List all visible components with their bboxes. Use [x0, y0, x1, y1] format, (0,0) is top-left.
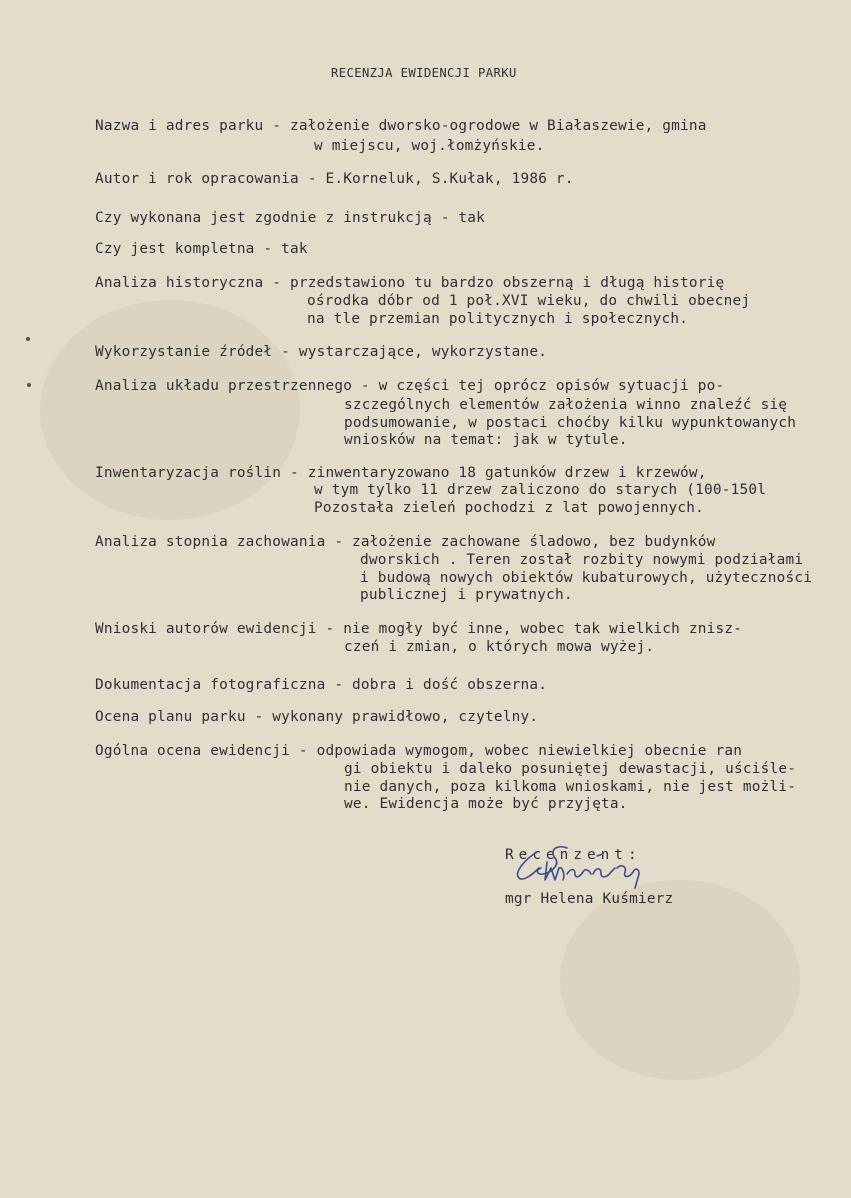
- text-line: dworskich . Teren został rozbity nowymi podziałami: [360, 552, 804, 568]
- text-line: Inwentaryzacja roślin - zinwentaryzowano 18 gatunków drzew i krzewów,: [95, 465, 707, 481]
- text-line: ośrodka dóbr od 1 poł.XVI wieku, do chwili obecnej: [307, 293, 751, 309]
- text-line: wniosków na temat: jak w tytule.: [344, 432, 628, 448]
- text-line: w miejscu, woj.łomżyńskie.: [314, 138, 545, 154]
- text-line: gi obiektu i daleko posuniętej dewastacji, uściśle-: [344, 761, 797, 777]
- text-line: Nazwa i adres parku - założenie dworsko-ogrodowe w Białaszewie, gmina: [95, 118, 707, 134]
- text-line: Wykorzystanie źródeł - wystarczające, wykorzystane.: [95, 344, 548, 360]
- text-line: Analiza historyczna - przedstawiono tu bardzo obszerną i długą historię: [95, 275, 725, 291]
- text-line: Autor i rok opracowania - E.Korneluk, S.Kułak, 1986 r.: [95, 171, 574, 187]
- text-line: Wnioski autorów ewidencji - nie mogły być inne, wobec tak wielkich znisz-: [95, 621, 743, 637]
- punch-mark: [27, 383, 31, 387]
- text-line: czeń i zmian, o których mowa wyżej.: [344, 639, 655, 655]
- paper-stain: [560, 880, 800, 1080]
- text-line: Czy jest kompletna - tak: [95, 241, 308, 257]
- text-line: Czy wykonana jest zgodnie z instrukcją - tak: [95, 210, 486, 226]
- text-line: Analiza stopnia zachowania - założenie zachowane śladowo, bez budynków: [95, 534, 716, 550]
- reviewer-name: mgr Helena Kuśmierz: [505, 891, 674, 907]
- text-line: podsumowanie, w postaci choćby kilku wypunktowanych: [344, 415, 797, 431]
- punch-mark: [26, 337, 30, 341]
- document-title: RECENZJA EWIDENCJI PARKU: [331, 66, 517, 80]
- text-line: Dokumentacja fotograficzna - dobra i dość obszerna.: [95, 677, 548, 693]
- text-line: we. Ewidencja może być przyjęta.: [344, 796, 628, 812]
- text-line: Ocena planu parku - wykonany prawidłowo, czytelny.: [95, 709, 539, 725]
- handwritten-signature: [497, 838, 667, 898]
- text-line: w tym tylko 11 drzew zaliczono do starych (100-150l: [314, 482, 767, 498]
- text-line: publicznej i prywatnych.: [360, 587, 573, 603]
- text-line: na tle przemian politycznych i społecznych.: [307, 311, 689, 327]
- text-line: nie danych, poza kilkoma wnioskami, nie jest możli-: [344, 779, 797, 795]
- text-line: Analiza układu przestrzennego - w części tej oprócz opisów sytuacji po-: [95, 378, 725, 394]
- text-line: i budową nowych obiektów kubaturowych, użyteczności: [360, 570, 813, 586]
- paper-stain: [40, 300, 300, 520]
- text-line: Ogólna ocena ewidencji - odpowiada wymogom, wobec niewielkiej obecnie ran: [95, 743, 743, 759]
- reviewer-label: Recenzent:: [505, 847, 642, 863]
- text-line: szczególnych elementów założenia winno znaleźć się: [344, 397, 788, 413]
- text-line: Pozostała zieleń pochodzi z lat powojennych.: [314, 500, 705, 516]
